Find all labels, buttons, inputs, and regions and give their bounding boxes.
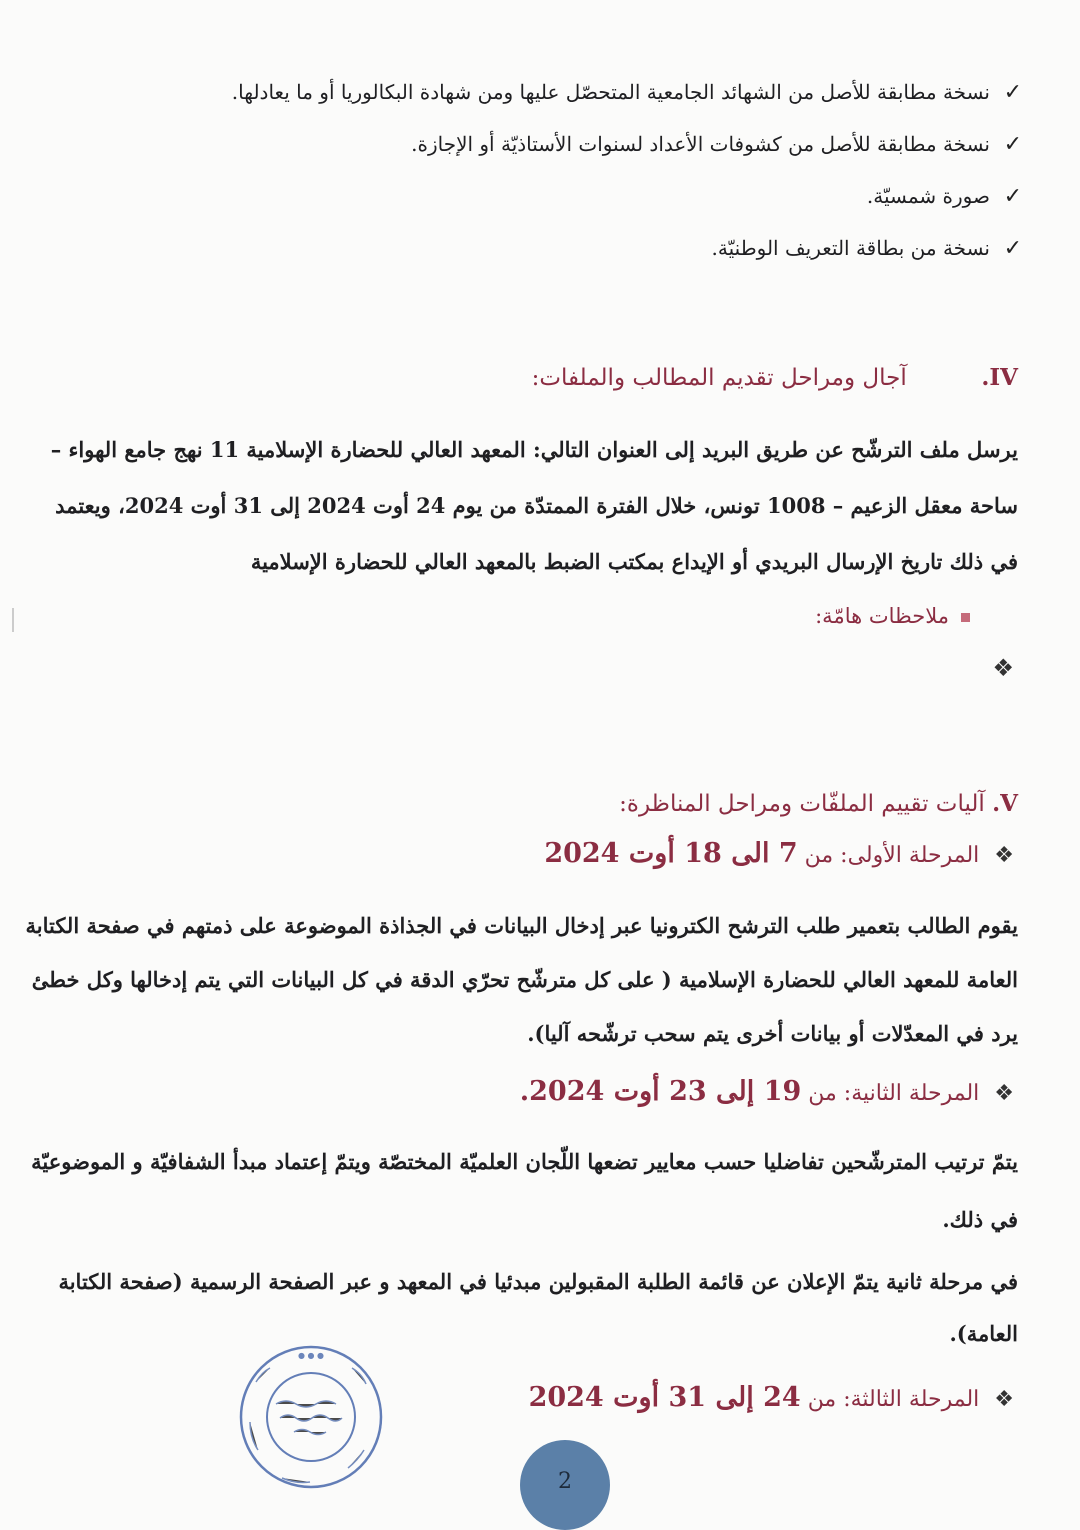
notes-heading — [815, 604, 970, 628]
stage-date: 19 إلى 23 أوت 2024. — [519, 1076, 802, 1107]
checkmark-icon: ✓ — [1003, 184, 1022, 209]
section-v-heading — [619, 790, 1018, 817]
paragraph-line: في ذلك. — [942, 1207, 1018, 1232]
official-stamp — [236, 1342, 386, 1492]
diamond-bullet-icon: ❖ — [994, 1387, 1014, 1412]
page-number-badge: 2 — [520, 1440, 610, 1530]
requirement-text: نسخة مطابقة للأصل من كشوفات الأعداد لسنوات الأستاذيّة أو الإجازة. — [411, 132, 990, 156]
stage-1-heading — [544, 838, 1014, 869]
section-title: آليات تقييم الملفّات ومراحل المناظرة: — [619, 791, 985, 817]
diamond-bullet-icon: ❖ — [994, 843, 1014, 868]
square-bullet-icon — [961, 613, 970, 622]
checkmark-icon: ✓ — [1003, 80, 1022, 105]
requirement-text: صورة شمسيّة. — [866, 184, 990, 208]
stage-3-heading — [529, 1382, 1014, 1413]
requirement-text: نسخة مطابقة للأصل من الشهائد الجامعية المتحصّل عليها ومن شهادة البكالوريا أو ما يعادلها. — [231, 80, 990, 104]
stage-label: المرحلة الثانية: من — [808, 1081, 980, 1106]
requirement-item — [120, 80, 1022, 105]
paragraph-line: العامة). — [949, 1321, 1018, 1346]
stage-label: المرحلة الثالثة: من — [807, 1387, 980, 1412]
section-numeral: IV. — [981, 364, 1018, 391]
stage-2-heading — [520, 1076, 1014, 1107]
paragraph-line: العامة للمعهد العالي للحضارة الإسلامية ( على كل مترشّح تحرّي الدقة في كل البيانات التي يتم إدخالها وكل خطئ — [31, 967, 1018, 992]
requirement-item — [120, 184, 1022, 209]
paragraph-line: في مرحلة ثانية يتمّ الإعلان عن قائمة الطلبة المقبولين مبدئيا في المعهد و عبر الصفحة الرسمية (صفحة الكتابة — [58, 1269, 1018, 1294]
paragraph-line: يتمّ ترتيب المترشّحين تفاضليا حسب معايير تضعها اللّجان العلميّة المختصّة ويتمّ إعتماد مبدأ الشفافيّة و الموضوعيّة — [31, 1149, 1018, 1174]
requirement-item — [120, 236, 1022, 261]
paragraph-line: يرد في المعدّلات أو بيانات أخرى يتم سحب ترشّحه آليا). — [527, 1021, 1018, 1046]
svg-text:● ● ●: ● ● ● — [297, 1351, 325, 1360]
diamond-bullet-icon: ❖ — [992, 654, 1014, 682]
section-iv-heading — [532, 364, 1018, 391]
paragraph-line: يرسل ملف الترشّح عن طريق البريد إلى العنوان التالي: المعهد العالي للحضارة الإسلامية 11 نهج جامع الهواء – — [50, 437, 1018, 462]
section-title: آجال ومراحل تقديم المطالب والملفات: — [531, 365, 907, 391]
diamond-bullet-icon: ❖ — [994, 1081, 1014, 1106]
stage-date: 24 إلى 31 أوت 2024 — [528, 1382, 801, 1413]
checkmark-icon: ✓ — [1003, 236, 1022, 261]
requirement-text: نسخة من بطاقة التعريف الوطنيّة. — [711, 236, 990, 260]
paragraph-line: ساحة معقل الزعيم – 1008 تونس، خلال الفترة الممتدّة من يوم 24 أوت 2024 إلى 31 أوت 2024، ويعتمد — [55, 493, 1018, 518]
section-numeral: V. — [992, 790, 1018, 817]
stage-date: 7 الى 18 أوت 2024 — [544, 838, 798, 869]
margin-mark — [12, 608, 14, 632]
requirement-item — [120, 132, 1022, 157]
paragraph-line: يقوم الطالب بتعمير طلب الترشح الكترونيا عبر إدخال البيانات في الجذاذة الموضوعة على ذمتهم في صفحة الكتابة — [25, 913, 1018, 938]
stage-label: المرحلة الأولى: من — [804, 843, 980, 868]
notes-label: ملاحظات هامّة: — [815, 604, 949, 628]
paragraph-line: في ذلك تاريخ الإرسال البريدي أو الإيداع بمكتب الضبط بالمعهد العالي للحضارة الإسلامية — [250, 549, 1018, 574]
checkmark-icon: ✓ — [1003, 132, 1022, 157]
